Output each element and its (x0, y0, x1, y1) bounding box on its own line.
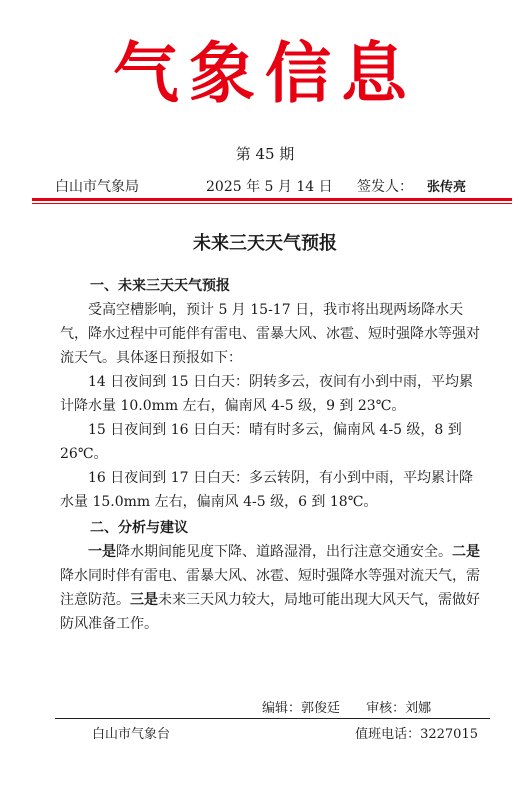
advice3-lead: 三是 (130, 592, 158, 608)
document-title: 未来三天天气预报 (193, 233, 337, 254)
header-divider-thin (32, 203, 512, 204)
advice2-text: 降水同时伴有雷电、雷暴大风、冰雹、短时强降水等强对流天气，需注意防范。 (60, 568, 480, 608)
advice3-text: 未来三天风力较大，局地可能出现大风天气，需做好防风准备工作。 (60, 592, 480, 632)
section2-heading: 二、分析与建议 (90, 520, 188, 536)
forecast-day1: 14 日夜间到 15 日白天：阴转多云，夜间有小到中雨，平均累计降水量 10.0mm 左右，偏南风 4-5 级，9 到 23℃。 (60, 374, 473, 414)
document-body (60, 274, 484, 636)
footer-divider (55, 718, 490, 719)
signer-label: 签发人： (357, 179, 413, 195)
advice1-text: 降水期间能见度下降、道路湿滑，出行注意交通安全。 (116, 544, 452, 560)
reviewer: 审核：刘娜 (366, 701, 432, 716)
editor: 编辑：郭俊廷 (262, 701, 341, 716)
footer-org: 白山市气象台 (92, 727, 171, 742)
section1-heading: 一、未来三天天气预报 (90, 278, 230, 294)
header-meta-row (55, 176, 490, 196)
issuer: 白山市气象局 (55, 179, 139, 195)
editor-row (262, 697, 453, 716)
forecast-day3: 16 日夜间到 17 日白天：多云转阴，有小到中雨，平均累计降水量 15.0mm 左右，偏南风 4-5 级，6 到 18℃。 (60, 470, 473, 510)
forecast-day2: 15 日夜间到 16 日白天：晴有时多云，偏南风 4-5 级，8 到 26℃。 (60, 422, 462, 462)
advice2-lead: 二是 (452, 544, 480, 560)
header-divider-thick (32, 198, 512, 201)
issue-number: 第 45 期 (235, 145, 295, 163)
signer-name: 张传亮 (427, 180, 467, 195)
footer-phone: 值班电话：3227015 (355, 727, 478, 742)
issue-date: 2025 年 5 月 14 日 (206, 179, 333, 195)
advice-paragraph (60, 540, 484, 636)
masthead-title: 气象信息 (113, 35, 417, 112)
advice1-lead: 一是 (88, 544, 116, 560)
section1-intro: 受高空槽影响，预计 5 月 15-17 日，我市将出现两场降水天气，降水过程中可能伴有雷电、雷暴大风、冰雹、短时强降水等强对流天气。具体逐日预报如下： (60, 302, 480, 366)
